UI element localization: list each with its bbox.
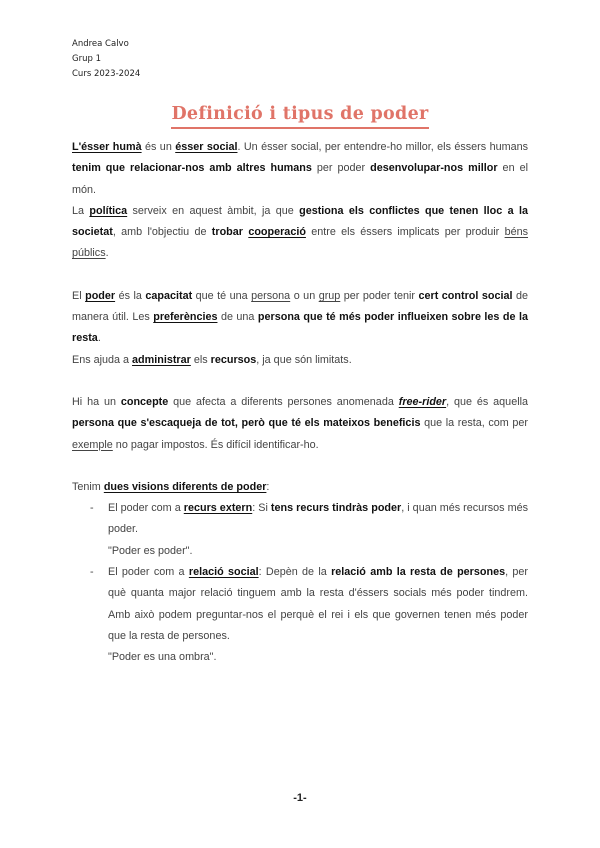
term-cooperation: cooperació	[248, 226, 306, 239]
term-public-goods: béns públics	[72, 226, 529, 260]
quote: "Poder es poder".	[108, 544, 193, 557]
paragraph-free-rider: Hi ha un concepte que afecta a diferents persones anomenada free-rider, que és aquella persona que s'escaqueja de tot, però que té els mateixos beneficis que la resta, com per exemple no pagar impostos. És difícil identificar-ho.	[72, 395, 529, 451]
term-two-visions: dues visions diferents de poder	[103, 480, 267, 493]
term-politics: política	[89, 204, 128, 217]
term-human-being: L'ésser humà	[72, 141, 142, 153]
paragraph-social-being: L'ésser humà és un ésser social. Un ésser social, per entendre-ho millor, els éssers humans tenim que relacionar-nos amb altres humans per poder desenvolupar-nos millor en el món.	[72, 141, 528, 196]
term-power: poder	[85, 289, 116, 302]
dash-marker: -	[90, 566, 94, 579]
quote: "Poder es una ombra".	[108, 651, 217, 664]
document-body	[72, 137, 528, 669]
list-item: - El poder com a recurs extern: Si tens recurs tindràs poder, i quan més recursos més poder. "Poder es poder".	[72, 498, 528, 562]
page-title: Definició i tipus de poder	[171, 104, 428, 129]
list-item: - El poder com a relació social: Depèn de la relació amb la resta de persones, per què quanta major relació tinguem amb la resta d'éssers socials més poder tindrem. Amb això podem preguntar-nos el perquè el rei i els que governen tenen més poder que la resta de persones. "Poder es una ombra".	[72, 562, 528, 668]
term-social-relation: relació social	[188, 566, 259, 579]
visions-list	[72, 498, 528, 668]
term-preferences: preferències	[153, 311, 218, 324]
author-name: Andrea Calvo	[72, 39, 129, 49]
document-header	[72, 37, 140, 82]
paragraph-politics: La política serveix en aquest àmbit, ja que gestiona els conflictes que tenen lloc a la societat, amb l'objectiu de trobar cooperació entre els éssers implicats per produir béns públics.	[72, 204, 529, 260]
course-label: Curs 2023-2024	[72, 69, 141, 79]
dash-marker: -	[90, 502, 94, 515]
group-label: Grup 1	[72, 54, 101, 64]
paragraph-two-visions: Tenim dues visions diferents de poder:	[72, 480, 270, 493]
page-number: -1-	[293, 792, 307, 804]
term-free-rider: free-rider	[398, 395, 447, 408]
term-social-being: ésser social	[175, 141, 238, 153]
term-administer: administrar	[132, 353, 191, 366]
paragraph-power: El poder és la capacitat que té una persona o un grup per poder tenir cert control social de manera útil. Les preferències de una persona que té més poder influeixen sobre les de la resta.	[72, 289, 528, 345]
paragraph-resources: Ens ajuda a administrar els recursos, ja que són limitats.	[72, 353, 352, 366]
term-external-resource: recurs extern	[183, 502, 253, 515]
title-block	[0, 104, 600, 129]
